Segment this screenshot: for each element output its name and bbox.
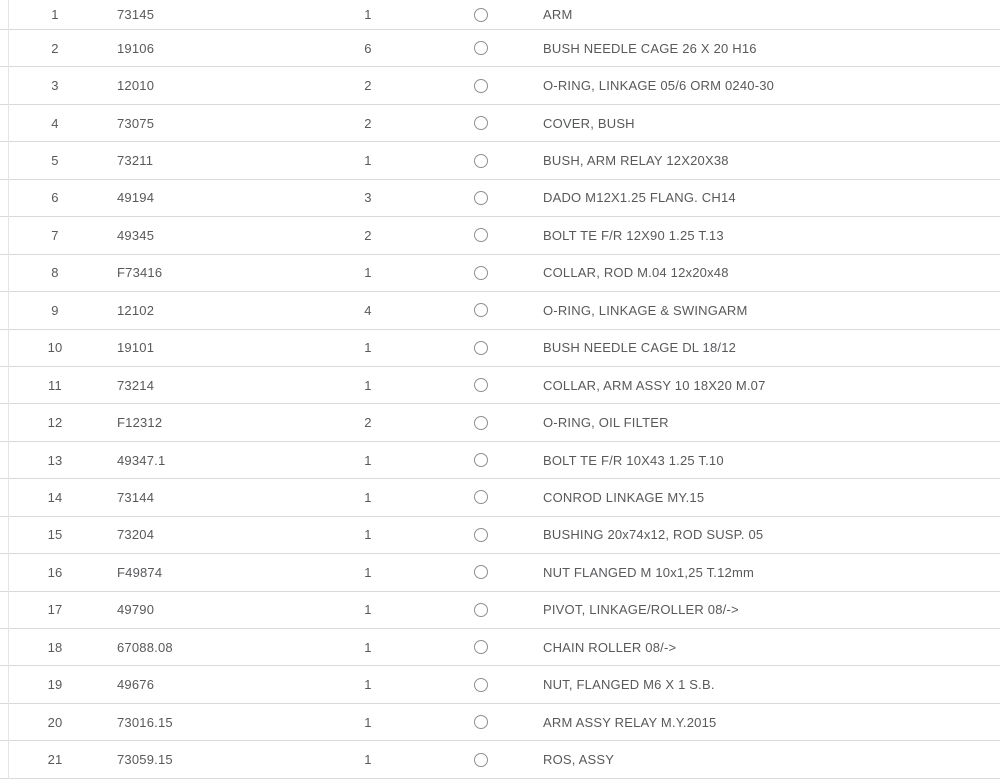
description-cell: BOLT TE F/R 12X90 1.25 T.13 <box>543 227 724 243</box>
row-select-radio-button[interactable] <box>474 603 488 617</box>
row-select-radio-button[interactable] <box>474 154 488 168</box>
select-cell <box>386 453 542 467</box>
select-cell <box>386 640 542 654</box>
item-number-cell: 3 <box>51 78 59 94</box>
part-number-cell: 73214 <box>117 377 155 393</box>
quantity-cell: 1 <box>364 527 372 543</box>
item-number-cell: 7 <box>51 227 59 243</box>
quantity-cell: 1 <box>364 265 372 281</box>
select-cell <box>386 303 542 317</box>
row-select-radio-button[interactable] <box>474 640 488 654</box>
part-number-cell: 67088.08 <box>117 639 173 655</box>
description-cell: ARM ASSY RELAY M.Y.2015 <box>543 714 717 730</box>
description-cell: BUSHING 20x74x12, ROD SUSP. 05 <box>543 527 764 543</box>
item-number-cell: 2 <box>51 40 59 56</box>
item-number-cell: 5 <box>51 153 59 169</box>
part-number-cell: 73059.15 <box>117 752 173 768</box>
description-cell: BOLT TE F/R 10X43 1.25 T.10 <box>543 452 724 468</box>
part-number-cell: 49194 <box>117 190 155 206</box>
item-number-cell: 11 <box>48 377 62 393</box>
description-cell: NUT, FLANGED M6 X 1 S.B. <box>543 677 715 693</box>
select-cell <box>386 490 542 504</box>
quantity-cell: 4 <box>364 302 372 318</box>
quantity-cell: 1 <box>364 602 372 618</box>
table-left-border <box>8 0 9 779</box>
select-cell <box>386 154 542 168</box>
select-cell <box>386 603 542 617</box>
part-number-cell: 49345 <box>117 227 155 243</box>
part-number-cell: 49676 <box>117 677 155 693</box>
part-number-cell: 19106 <box>117 40 155 56</box>
item-number-cell: 15 <box>47 527 63 543</box>
select-cell <box>386 528 542 542</box>
description-cell: O-RING, OIL FILTER <box>543 415 669 431</box>
row-select-radio-button[interactable] <box>474 565 488 579</box>
description-cell: PIVOT, LINKAGE/ROLLER 08/-> <box>543 602 739 618</box>
table-row <box>0 666 1000 703</box>
table-row <box>0 67 1000 104</box>
item-number-cell: 13 <box>47 452 63 468</box>
row-select-radio-button[interactable] <box>474 528 488 542</box>
quantity-cell: 6 <box>364 40 372 56</box>
part-number-cell: 49790 <box>117 602 155 618</box>
part-number-cell: 73145 <box>117 7 155 22</box>
description-cell: COLLAR, ROD M.04 12x20x48 <box>543 265 729 281</box>
table-row <box>0 554 1000 591</box>
row-select-radio-button[interactable] <box>474 79 488 93</box>
select-cell <box>386 266 542 280</box>
item-number-cell: 21 <box>47 752 63 768</box>
part-number-cell: 73211 <box>117 153 154 169</box>
select-cell <box>386 341 542 355</box>
table-row <box>0 367 1000 404</box>
item-number-cell: 14 <box>47 489 63 505</box>
table-row <box>0 217 1000 254</box>
select-cell <box>386 79 542 93</box>
table-row <box>0 330 1000 367</box>
row-select-radio-button[interactable] <box>474 753 488 767</box>
quantity-cell: 1 <box>364 677 372 693</box>
part-number-cell: 19101 <box>117 340 155 356</box>
row-select-radio-button[interactable] <box>474 8 488 22</box>
table-row <box>0 479 1000 516</box>
quantity-cell: 3 <box>364 190 372 206</box>
description-cell: BUSH NEEDLE CAGE DL 18/12 <box>543 340 737 356</box>
row-select-radio-button[interactable] <box>474 266 488 280</box>
select-cell <box>386 116 542 130</box>
row-select-radio-button[interactable] <box>474 678 488 692</box>
item-number-cell: 9 <box>51 302 59 318</box>
row-select-radio-button[interactable] <box>474 453 488 467</box>
item-number-cell: 16 <box>47 564 63 580</box>
part-number-cell: 49347.1 <box>117 452 166 468</box>
quantity-cell: 1 <box>364 452 372 468</box>
quantity-cell: 1 <box>364 714 372 730</box>
quantity-cell: 1 <box>364 639 372 655</box>
item-number-cell: 17 <box>47 602 63 618</box>
part-number-cell: 73016.15 <box>117 714 173 730</box>
item-number-cell: 6 <box>51 190 59 206</box>
table-row <box>0 292 1000 329</box>
select-cell <box>386 41 542 55</box>
table-row <box>0 0 1000 30</box>
description-cell: ROS, ASSY <box>543 752 615 768</box>
item-number-cell: 1 <box>51 7 59 22</box>
part-number-cell: F49874 <box>117 564 163 580</box>
table-row <box>0 142 1000 179</box>
table-row <box>0 592 1000 629</box>
item-number-cell: 4 <box>51 115 59 131</box>
description-cell: CHAIN ROLLER 08/-> <box>543 639 677 655</box>
description-cell: CONROD LINKAGE MY.15 <box>543 489 705 505</box>
select-cell <box>386 715 542 729</box>
select-cell <box>386 678 542 692</box>
quantity-cell: 1 <box>364 564 372 580</box>
row-select-radio-button[interactable] <box>474 116 488 130</box>
quantity-cell: 1 <box>364 752 372 768</box>
part-number-cell: 73144 <box>117 489 155 505</box>
part-number-cell: 12102 <box>117 302 155 318</box>
description-cell: O-RING, LINKAGE 05/6 ORM 0240-30 <box>543 78 775 94</box>
item-number-cell: 18 <box>47 639 63 655</box>
row-select-radio-button[interactable] <box>474 191 488 205</box>
description-cell: DADO M12X1.25 FLANG. CH14 <box>543 190 736 206</box>
quantity-cell: 1 <box>364 340 372 356</box>
table-row <box>0 30 1000 67</box>
description-cell: BUSH NEEDLE CAGE 26 X 20 H16 <box>543 40 757 56</box>
quantity-cell: 2 <box>364 227 372 243</box>
row-select-radio-button[interactable] <box>474 41 488 55</box>
select-cell <box>386 416 542 430</box>
table-row <box>0 404 1000 441</box>
item-number-cell: 20 <box>47 714 63 730</box>
part-number-cell: F12312 <box>117 415 163 431</box>
item-number-cell: 10 <box>47 340 63 356</box>
quantity-cell: 2 <box>364 115 372 131</box>
quantity-cell: 1 <box>364 377 372 393</box>
part-number-cell: 12010 <box>117 78 155 94</box>
row-select-radio-button[interactable] <box>474 416 488 430</box>
quantity-cell: 1 <box>364 489 372 505</box>
select-cell <box>386 8 542 22</box>
quantity-cell: 1 <box>364 153 372 169</box>
row-select-radio-button[interactable] <box>474 228 488 242</box>
description-cell: COLLAR, ARM ASSY 10 18X20 M.07 <box>543 377 766 393</box>
table-row <box>0 442 1000 479</box>
part-number-cell: 73204 <box>117 527 155 543</box>
quantity-cell: 2 <box>364 415 372 431</box>
description-cell: ARM <box>543 7 573 22</box>
row-select-radio-button[interactable] <box>474 715 488 729</box>
select-cell <box>386 565 542 579</box>
part-number-cell: 73075 <box>117 115 155 131</box>
row-select-radio-button[interactable] <box>474 490 488 504</box>
item-number-cell: 19 <box>47 677 63 693</box>
table-row <box>0 105 1000 142</box>
table-row <box>0 517 1000 554</box>
select-cell <box>386 191 542 205</box>
item-number-cell: 8 <box>51 265 59 281</box>
select-cell <box>386 228 542 242</box>
select-cell <box>386 753 542 767</box>
description-cell: BUSH, ARM RELAY 12X20X38 <box>543 153 729 169</box>
row-select-radio-button[interactable] <box>474 341 488 355</box>
quantity-cell: 2 <box>364 78 372 94</box>
description-cell: O-RING, LINKAGE & SWINGARM <box>543 302 748 318</box>
item-number-cell: 12 <box>47 415 63 431</box>
select-cell <box>386 378 542 392</box>
description-cell: COVER, BUSH <box>543 115 635 131</box>
table-row <box>0 741 1000 778</box>
table-row <box>0 629 1000 666</box>
part-number-cell: F73416 <box>117 265 163 281</box>
table-row <box>0 255 1000 292</box>
row-select-radio-button[interactable] <box>474 303 488 317</box>
table-row <box>0 180 1000 217</box>
table-row <box>0 704 1000 741</box>
description-cell: NUT FLANGED M 10x1,25 T.12mm <box>543 564 755 580</box>
quantity-cell: 1 <box>364 7 372 22</box>
row-select-radio-button[interactable] <box>474 378 488 392</box>
